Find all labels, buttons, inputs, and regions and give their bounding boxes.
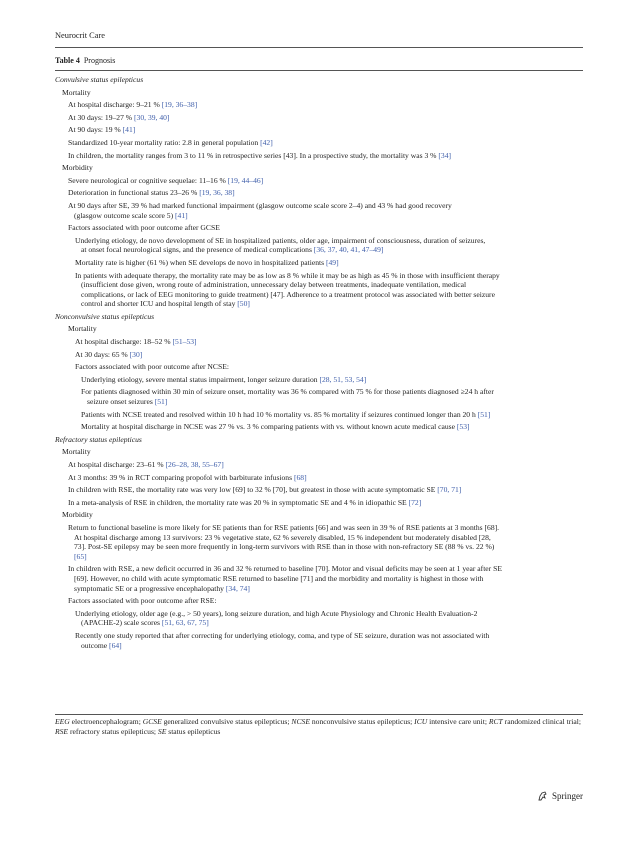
citation-link[interactable]: [30, 39, 40]: [134, 112, 170, 122]
row-text: Underlying etiology, de novo development of SE in hospitalized patients, older age, impairment of consciousness, duration of seizures,: [75, 235, 486, 245]
table-row: [55, 419, 583, 432]
row-text: In children, the mortality ranges from 3 to 11 % in retrospective series [43]. In a prospective study, the mortality was 3 %: [68, 150, 439, 160]
table-row: [55, 593, 583, 606]
table-row: [55, 470, 583, 483]
table-caption: [55, 56, 115, 65]
row-text: Factors associated with poor outcome after RSE:: [68, 596, 217, 606]
row-text: symptomatic SE or a progressive encephalopathy [34, 74]: [74, 583, 250, 593]
table-row: [55, 135, 583, 148]
citation-link[interactable]: [34, 74]: [225, 583, 250, 593]
row-text: Recently one study reported that after correcting for underlying etiology, coma, and type of SE seizure, duration was not associated with: [75, 630, 490, 640]
table-label: Table 4: [55, 56, 80, 65]
table-row: [55, 606, 583, 628]
table-row: [55, 268, 583, 309]
citation-link[interactable]: [36, 37, 40, 41, 47–49]: [313, 245, 384, 255]
row-text: outcome [64]: [81, 640, 122, 650]
citation-link[interactable]: [26–28, 38, 55–67]: [165, 460, 224, 469]
citation-link[interactable]: [28, 51, 53, 54]: [319, 374, 367, 384]
row-text: In a meta-analysis of RSE in children, the mortality rate was 20 % in symptomatic SE and 4 % in idiopathic SE: [68, 497, 409, 507]
row-text: Standardized 10-year mortality ratio: 2.8 in general population: [68, 137, 261, 147]
table-row: [55, 372, 583, 385]
row-text: In children with RSE, a new deficit occurred in 36 and 32 % returned to baseline [70]. Motor and visual deficits may be seen at 1 year after SE: [68, 564, 502, 574]
row-text: Mortality: [68, 324, 97, 334]
springer-horse-icon: [537, 790, 549, 802]
section-heading: [55, 309, 583, 322]
table-row: [55, 384, 583, 406]
row-text: Factors associated with poor outcome after GCSE: [68, 223, 220, 233]
citation-link[interactable]: [65]: [74, 551, 87, 561]
row-text: Underlying etiology, older age (e.g., > 50 years), long seizure duration, and high Acute Physiology and Chronic Health Evaluation-2: [75, 608, 478, 618]
citation-link[interactable]: [34]: [438, 150, 452, 160]
table-row: [55, 160, 583, 173]
publisher-logo: [537, 790, 583, 802]
row-text: Morbidity: [62, 163, 93, 173]
table-row: [55, 628, 583, 650]
citation-link[interactable]: [19, 44–46]: [227, 175, 264, 185]
row-text: At 90 days: 19 %: [68, 125, 123, 135]
row-text: control and shorter ICU and hospital length of stay [50]: [81, 299, 250, 309]
table-row: [55, 561, 583, 593]
row-text: Morbidity: [62, 510, 93, 520]
row-text: Underlying etiology, severe mental status impairment, longer seizure duration: [81, 374, 320, 384]
table-row: [55, 185, 583, 198]
table-row: [55, 457, 583, 470]
row-text: [68, 552, 583, 562]
row-text: complications, or lack of EEG monitoring to guide treatment) [47]. Adherence to a treatment protocol was associated with better seizure: [81, 289, 495, 299]
row-text: At hospital discharge: 18–52 %: [75, 337, 173, 347]
row-text: Deterioration in functional status 23–26 %: [68, 188, 200, 198]
table-top-rule: [55, 70, 583, 71]
row-text: Patients with NCSE treated and resolved within 10 h had 10 % mortality vs. 85 % mortality if seizures continued longer than 20 h: [81, 409, 478, 419]
row-text: (glasgow outcome scale score 5) [41]: [74, 210, 188, 220]
citation-link[interactable]: [53]: [456, 422, 470, 432]
citation-link[interactable]: [51, 63, 67, 75]: [161, 618, 209, 628]
citation-link[interactable]: [51]: [154, 397, 168, 407]
citation-link[interactable]: [68]: [293, 472, 307, 482]
table-row: [55, 407, 583, 420]
row-text: At 3 months: 39 % in RCT comparing propofol with barbiturate infusions: [68, 472, 294, 482]
publisher-name: Springer: [552, 791, 583, 801]
citation-link[interactable]: [19, 36, 38]: [199, 188, 235, 198]
row-text: Refractory status epilepticus: [55, 434, 142, 444]
table-row: [55, 85, 583, 98]
table-row: [55, 233, 583, 255]
row-text: In patients with adequate therapy, the mortality rate may be as low as 8 % while it may be as high as 45 % in those with insufficient therapy: [75, 270, 500, 280]
row-text: For patients diagnosed within 30 min of seizure onset, mortality was 36 % compared with 75 % for those patients diagnosed ≥24 h after: [81, 387, 494, 397]
row-text: seizure onset seizures [51]: [87, 397, 168, 407]
row-text: (APACHE-2) scale scores [51, 63, 67, 75]: [81, 618, 209, 628]
table-row: [55, 359, 583, 372]
citation-link[interactable]: [49]: [325, 257, 339, 267]
table-footnote: EEG electroencephalogram; GCSE generalized convulsive status epilepticus; NCSE nonconvulsive status epilepticus; ICU intensive care unit; RCT randomized clinical trial; RSE refractory status epilepticus; SE status epilepticus: [55, 717, 581, 737]
section-heading: [55, 72, 583, 85]
citation-link[interactable]: [19, 36–38]: [161, 100, 198, 110]
table-row: [55, 334, 583, 347]
section-heading: [55, 432, 583, 445]
row-text: At hospital discharge: 23–61 %: [68, 460, 166, 469]
citation-link[interactable]: [70, 71]: [437, 485, 462, 495]
row-text: At 90 days after SE, 39 % had marked functional impairment (glasgow outcome scale score 2–4) and 43 % had good recovery: [68, 200, 452, 210]
row-text: Return to functional baseline is more likely for SE patients than for RSE patients [66] and was seen in 39 % of RSE patients at 3 months [68].: [68, 522, 500, 532]
table-row: [55, 173, 583, 186]
citation-link[interactable]: [51–53]: [172, 337, 197, 347]
row-text: Mortality: [62, 87, 91, 97]
table-row: [55, 321, 583, 334]
table-row: [55, 148, 583, 161]
row-text: Severe neurological or cognitive sequelae: 11–16 %: [68, 175, 228, 185]
table-row: [55, 220, 583, 233]
row-text: At hospital discharge among 13 survivors: 23 % vegetative state, 62 % severely disabled, 15 % independent but moderately disabled [28,: [74, 532, 491, 542]
row-text: Mortality at hospital discharge in NCSE was 27 % vs. 3 % comparing patients with vs. without known acute medical cause: [81, 422, 457, 432]
table-title: Prognosis: [83, 56, 116, 65]
citation-link[interactable]: [42]: [260, 137, 273, 147]
table-row: [55, 495, 583, 508]
citation-link[interactable]: [64]: [109, 640, 122, 650]
row-text: 73]. Post-SE epilepsy may be seen more frequently in long-term survivors with RSE than in those with non-refractory SE (88 % vs. 22 %): [74, 542, 495, 552]
row-text: (insufficient dose given, wrong route of administration, unnecessary delay between treatments, inadequate ventilation, medical: [81, 280, 467, 290]
citation-link[interactable]: [30]: [129, 349, 143, 359]
table-row: [55, 482, 583, 495]
row-text: [69]. However, no child with acute symptomatic RSE returned to baseline [71] and the morbidity and mortality is highest in those with: [74, 573, 484, 583]
table-row: [55, 507, 583, 520]
table-row: [55, 110, 583, 123]
row-text: Convulsive status epilepticus: [55, 75, 144, 84]
citation-link[interactable]: [41]: [175, 210, 188, 220]
row-text: Factors associated with poor outcome after NCSE:: [75, 362, 229, 372]
table-row: [55, 122, 583, 135]
table-row: [55, 255, 583, 268]
row-text: at onset focal neurological signs, and the presence of medical complications [36, 37, 40, 41, 47–49]: [81, 245, 384, 255]
table-row: [55, 347, 583, 360]
table-row: [55, 97, 583, 110]
prognosis-table: [55, 72, 583, 650]
citation-link[interactable]: [50]: [237, 299, 250, 309]
row-text: Mortality: [62, 447, 91, 457]
row-text: In children with RSE, the mortality rate was very low [69] to 32 % [70], but greatest in those with acute symptomatic SE: [68, 485, 438, 495]
citation-link[interactable]: [51]: [477, 409, 491, 419]
row-text: At hospital discharge: 9–21 %: [68, 100, 162, 110]
row-text: Mortality rate is higher (61 %) when SE develops de novo in hospitalized patients: [75, 257, 326, 267]
header-rule: [55, 47, 583, 48]
row-text: At 30 days: 65 %: [75, 349, 130, 359]
row-text: Nonconvulsive status epilepticus: [55, 311, 155, 321]
table-row: [55, 444, 583, 457]
journal-header: Neurocrit Care: [55, 31, 105, 40]
table-row: [55, 198, 583, 220]
table-row: [55, 520, 583, 561]
table-bottom-rule: [55, 714, 583, 715]
citation-link[interactable]: [41]: [122, 125, 136, 135]
citation-link[interactable]: [72]: [408, 497, 422, 507]
row-text: At 30 days: 19–27 %: [68, 112, 135, 122]
